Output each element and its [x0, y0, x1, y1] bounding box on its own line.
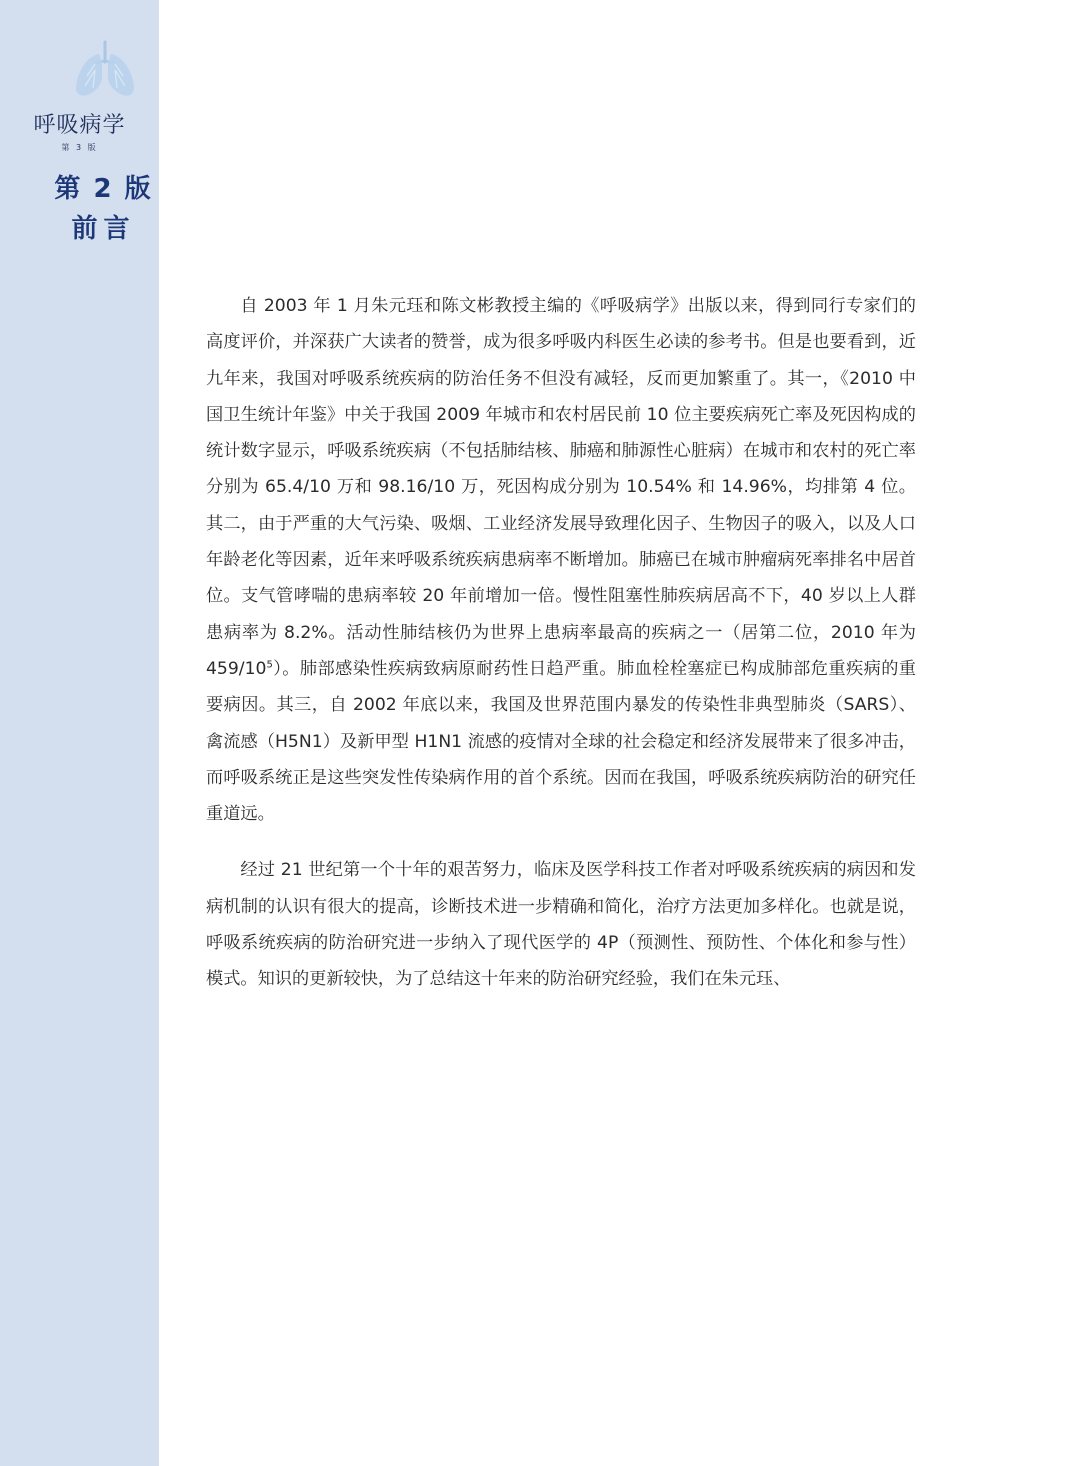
edition-note: 第 3 版 [61, 143, 98, 152]
paragraph-1-part-b: ）。肺部感染性疾病致病原耐药性日趋严重。肺血栓栓塞症已构成肺部危重疾病的重要病因。其三，自 2002 年底以来，我国及世界范围内暴发的传染性非典型肺炎（SARS）、禽流感（H5N1）及新甲型 H1N1 流感的疫情对全球的社会稳定和经济发展带来了很多冲击，而呼吸系统正是这些突发性传染病作用的首个系统。因而在我国，呼吸系统疾病防治的研究任重道远。 [206, 658, 916, 825]
paragraph-2: 经过 21 世纪第一个十年的艰苦努力，临床及医学科技工作者对呼吸系统疾病的病因和发病机制的认识有很大的提高，诊断技术进一步精确和简化，治疗方法更加多样化。也就是说，呼吸系统疾病的防治研究进一步纳入了现代医学的 4P（预测性、预防性、个体化和参与性）模式。知识的更新较快，为了总结这十年来的防治研究经验，我们在朱元珏、 [206, 860, 916, 990]
paragraph-1 [206, 288, 916, 832]
section-edition: 第 2 版 [54, 174, 153, 204]
section-title: 前言 [71, 214, 136, 244]
paragraph-1-part-a: 自 2003 年 1 月朱元珏和陈文彬教授主编的《呼吸病学》出版以来，得到同行专家们的高度评价，并深获广大读者的赞誉，成为很多呼吸内科医生必读的参考书。但是也要看到，近九年来，我国对呼吸系统疾病的防治任务不但没有减轻，反而更加繁重了。其一，《2010 中国卫生统计年鉴》中关于我国 2009 年城市和农村居民前 10 位主要疾病死亡率及死因构成的统计数字显示，呼吸系统疾病（不包括肺结核、肺癌和肺源性心脏病）在城市和农村的死亡率分别为 65.4/10 万和 98.16/10 万，死因构成分别为 10.54% 和 14.96%，均排第 4 位。其二，由于严重的大气污染、吸烟、工业经济发展导致理化因子、生物因子的吸入，以及人口年龄老化等因素，近年来呼吸系统疾病患病率不断增加。肺癌已在城市肿瘤病死率排名中居首位。支气管哮喘的患病率较 20 年前增加一倍。慢性阻塞性肺疾病居高不下，40 岁以上人群患病率为 8.2%。活动性肺结核仍为世界上患病率最高的疾病之一（居第二位，2010 年为 459/10 [206, 296, 916, 679]
sidebar [0, 0, 159, 1466]
preface-content [206, 288, 916, 998]
book-title: 呼吸病学 [33, 113, 126, 138]
superscript: 5 [266, 659, 273, 671]
lungs-icon [73, 40, 137, 98]
